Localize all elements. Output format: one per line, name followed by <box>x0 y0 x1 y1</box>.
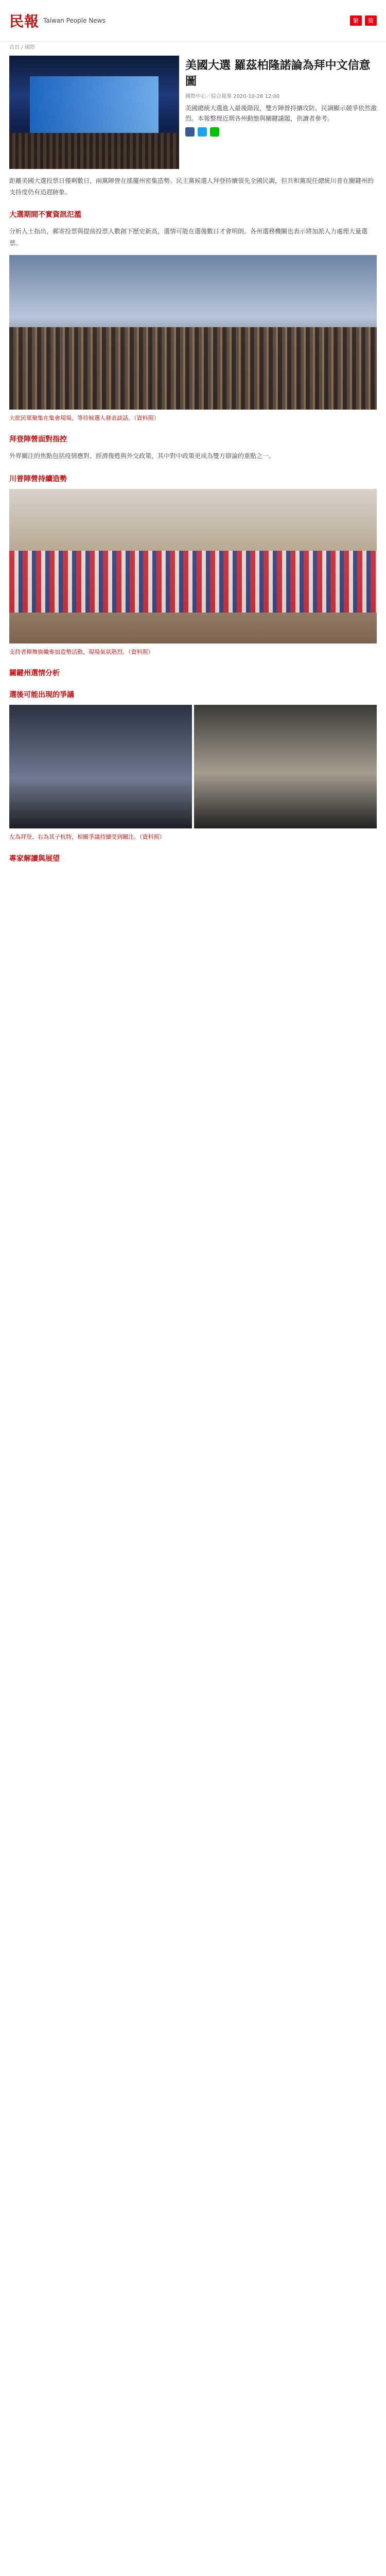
article-hero <box>9 56 377 169</box>
portrait-left <box>9 705 192 828</box>
article-byline: 國際中心／綜合報導 2020-10-28 12:00 <box>185 94 280 99</box>
crowd-silhouette <box>9 133 179 169</box>
rally-photo <box>9 489 377 643</box>
twitter-icon[interactable] <box>198 127 207 137</box>
article <box>0 50 386 863</box>
paragraph: 外界關注的焦點包括疫情應對、經濟復甦與外交政策，其中對中政策更成為雙方辯論的重點之一。 <box>9 452 275 460</box>
section-heading: 拜登陣營面對指控 <box>9 435 67 444</box>
paragraph: 距離美國大選投票日僅剩數日，兩黨陣營在搖擺州密集造勢。民主黨候選人拜登持續領先全國民調，但共和黨現任總統川普在關鍵州的支持度仍有追趕跡象。 <box>9 177 374 196</box>
line-icon[interactable] <box>210 127 219 137</box>
lang-traditional[interactable]: 繁 <box>350 15 362 26</box>
stage-screen <box>30 76 159 133</box>
section-heading: 大選期間不實資訊氾濫 <box>9 211 81 219</box>
language-switch <box>350 15 377 26</box>
site-logo[interactable] <box>9 10 106 31</box>
breadcrumb: 首頁 / 國際 <box>9 45 35 50</box>
lang-simplified[interactable]: 简 <box>365 15 377 26</box>
section-heading: 選後可能出現的爭議 <box>9 691 74 700</box>
portrait-photos <box>9 705 377 828</box>
photo-caption: 左為拜登、右為其子杭特，相關爭議持續受到關注。（資料照） <box>9 834 165 841</box>
site-header <box>0 0 386 42</box>
logo-subtitle: Taiwan People News <box>43 17 106 24</box>
paragraph: 分析人士指出，郵寄投票與提前投票人數創下歷史新高，選情可能在選後數日才會明朗。各州選務機關也表示將加派人力處理大量選票。 <box>9 228 368 247</box>
article-head <box>185 56 377 169</box>
section-heading: 關鍵州選情分析 <box>9 669 60 678</box>
facebook-icon[interactable] <box>185 127 195 137</box>
portrait-right <box>194 705 377 828</box>
article-title: 美國大選 羅茲柏隆諾論為拜中文信意圖 <box>185 59 371 88</box>
photo-caption: 大批民眾聚集在集會現場，等待候選人發表談話。（資料照） <box>9 414 160 421</box>
photo-caption: 支持者揮舞旗幟參加造勢活動，現場氣氛熱烈。（資料照） <box>9 648 154 655</box>
hero-image <box>9 56 179 169</box>
share-bar <box>185 127 377 137</box>
crowd-photo <box>9 255 377 410</box>
section-heading: 川普陣營持續造勢 <box>9 474 67 483</box>
section-heading: 專家解讀與展望 <box>9 854 60 863</box>
logo-text: 民報 <box>9 13 40 30</box>
article-intro: 美國總統大選進入最後階段，雙方陣營持續攻防，民調顯示競爭依然激烈。本報整理近期各州動態與關鍵議題，供讀者參考。 <box>185 105 377 122</box>
